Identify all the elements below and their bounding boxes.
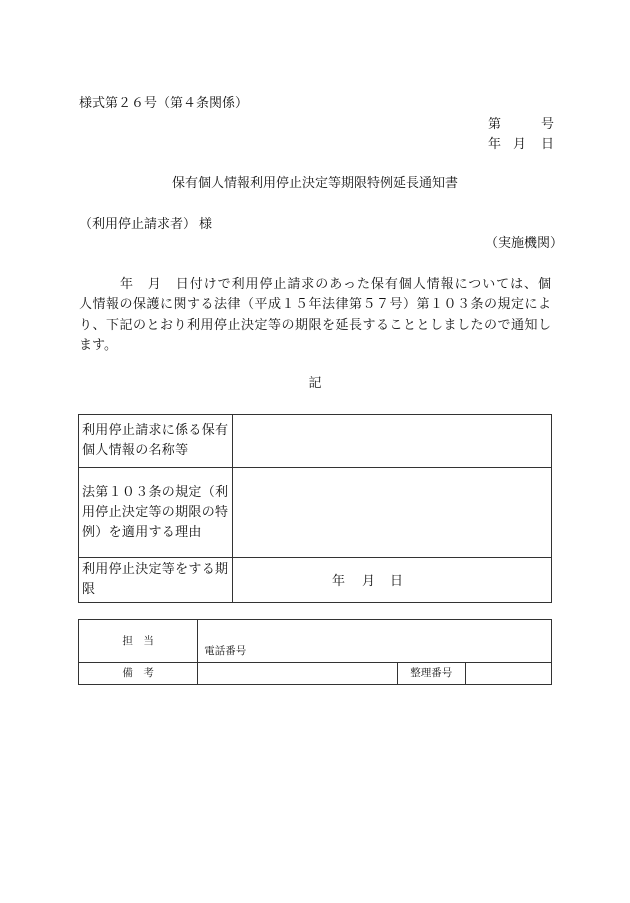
deadline-month-label: 月 — [362, 574, 376, 589]
date-year-label: 年 — [488, 137, 502, 152]
date-day-label: 日 — [541, 137, 555, 152]
document-number-prefix: 第 — [488, 117, 502, 132]
ki-heading: 記 — [308, 376, 322, 391]
seiri-label: 整理番号 — [397, 663, 465, 685]
table-row — [79, 415, 552, 468]
form-number: 様式第２６号（第４条関係） — [79, 96, 249, 111]
biko-field[interactable] — [198, 663, 397, 685]
table-row — [79, 468, 552, 558]
body-text-line: 人情報の保護に関する法律（平成１５年法律第５７号）第１０３条の規定によ — [79, 297, 551, 312]
deadline-year-label: 年 — [332, 574, 346, 589]
document-title: 保有個人情報利用停止決定等期限特例延長通知書 — [171, 176, 458, 191]
document-number-suffix: 号 — [541, 117, 555, 132]
phone-field[interactable] — [198, 620, 552, 663]
seiri-field[interactable] — [465, 663, 551, 685]
row-label-reason: 法第１０３条の規定（利用停止決定等の期限の特例）を適用する理由 — [79, 468, 233, 558]
row-label-info-name: 利用停止請求に係る保有個人情報の名称等 — [79, 415, 233, 468]
notice-details-table — [78, 414, 552, 603]
info-name-field[interactable] — [233, 415, 552, 468]
requester-label: （利用停止請求者） — [79, 217, 197, 232]
reason-field[interactable] — [233, 468, 552, 558]
deadline-field[interactable] — [233, 558, 552, 603]
office-use-table — [78, 619, 552, 685]
tanto-label: 担 当 — [79, 620, 198, 663]
honorific-label: 様 — [199, 217, 213, 232]
biko-label: 備 考 — [79, 663, 198, 685]
table-row — [79, 663, 552, 685]
row-label-deadline: 利用停止決定等をする期限 — [79, 558, 233, 603]
body-text-line: り、下記のとおり利用停止決定等の期限を延長することとしましたので通知し — [79, 318, 551, 333]
date-month-label: 月 — [513, 137, 527, 152]
agency-label: （実施機関） — [485, 236, 564, 251]
table-row — [79, 558, 552, 603]
phone-label: 電話番号 — [204, 645, 247, 657]
body-text-line: 年 月 日付けで利用停止請求のあった保有個人情報については、個 — [120, 277, 551, 292]
table-row — [79, 620, 552, 663]
deadline-day-label: 日 — [390, 574, 404, 589]
deadline-date — [332, 570, 452, 589]
body-text-line: ます。 — [79, 338, 117, 353]
